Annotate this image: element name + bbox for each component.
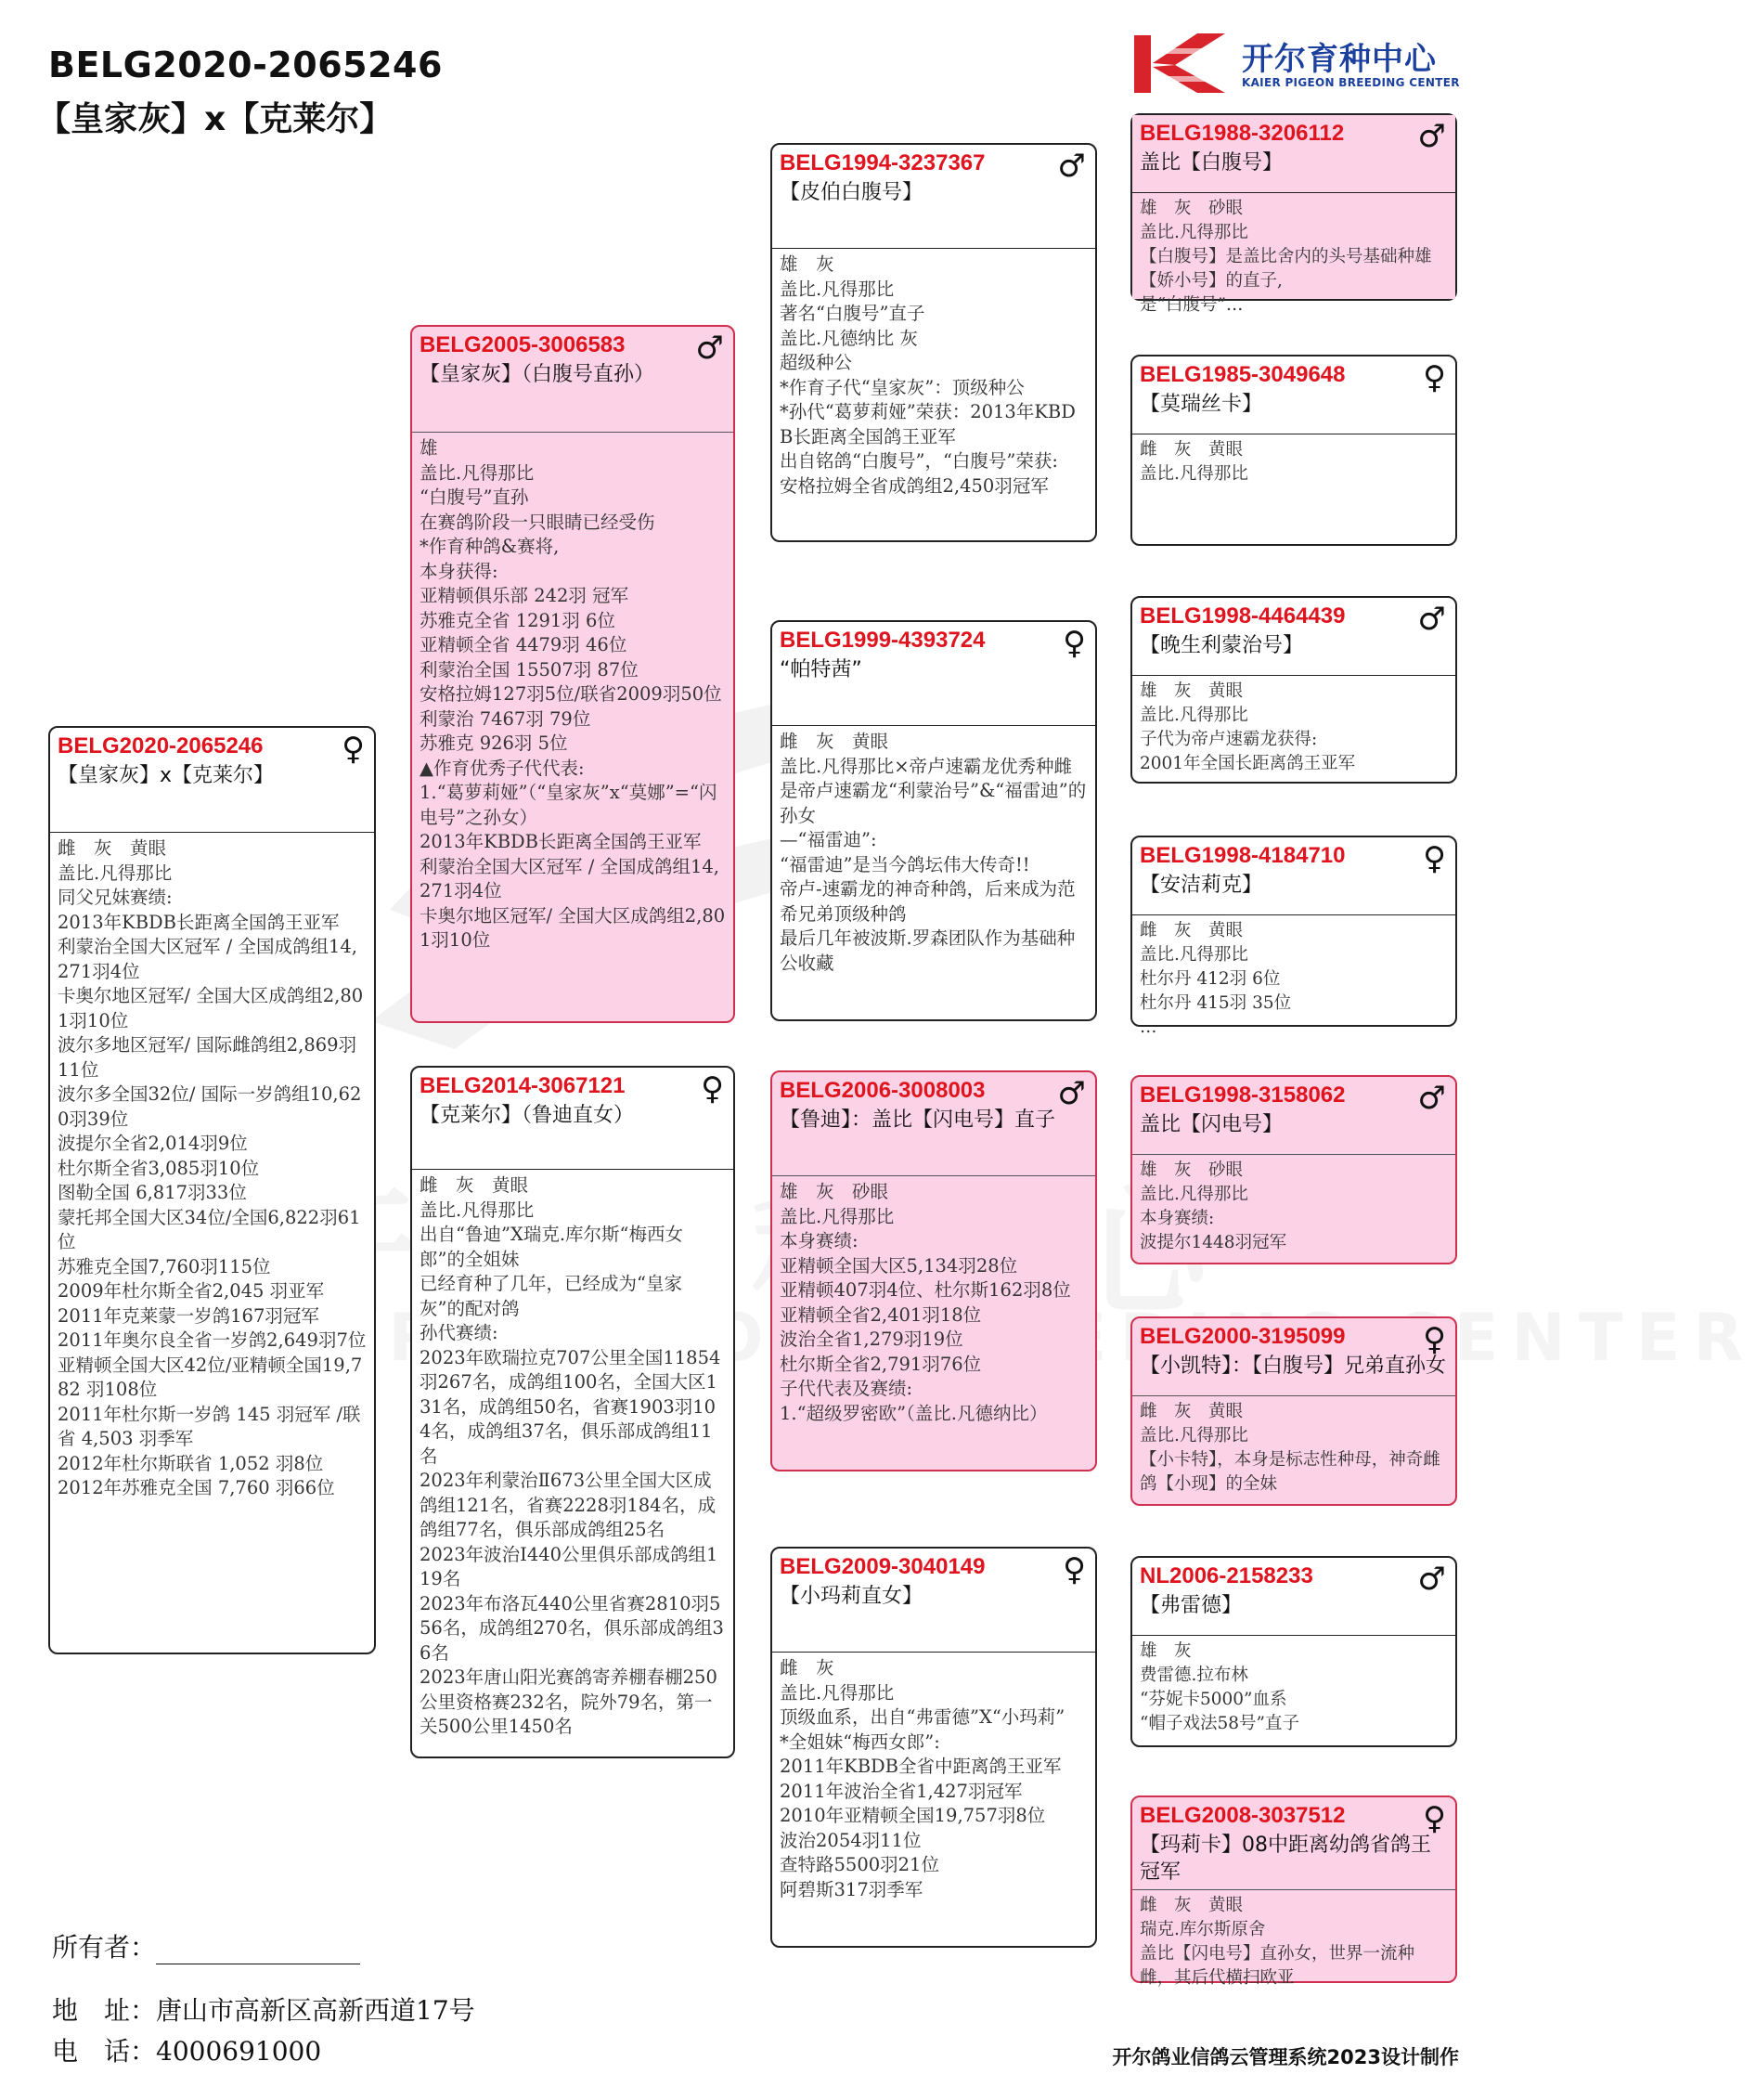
card-header [50, 728, 374, 833]
pigeon-notes: 雄 灰 砂眼 盖比.凡得那比 【白腹号】是盖比舍内的头号基础种雄【娇小号】的直子, 是“白腹号”… [1132, 193, 1455, 299]
pigeon-notes: 雌 灰 黄眼 瑞克.库尔斯原舍 盖比【闪电号】直孙女，世界一流种雌，其后代横扫欧亚 [1140, 1896, 1415, 1988]
ring-number: BELG1998-4464439 [1140, 603, 1346, 629]
ring-number: BELG1994-3237367 [780, 150, 986, 175]
male-icon: ♂ [1057, 1075, 1086, 1112]
card-header [772, 622, 1095, 726]
card-header [1132, 115, 1455, 193]
pedigree-title: 【皇家灰】x【克莱尔】 [37, 100, 394, 138]
pigeon-name: 【小凯特】：【白腹号】兄弟直孙女 [1140, 1354, 1447, 1378]
pigeon-name: 盖比【闪电号】 [1140, 1112, 1284, 1136]
pigeon-name: 【安洁莉克】 [1140, 873, 1263, 897]
pigeon-notes: 雌 灰 黄眼 盖比.凡得那比 [1140, 440, 1248, 484]
pedigree-ring-number: BELG2020-2065246 [48, 45, 443, 85]
ring-number: BELG2006-3008003 [780, 1078, 986, 1103]
ring-number: BELG2020-2065246 [58, 733, 264, 758]
ring-number: BELG1988-3206112 [1140, 121, 1345, 146]
pigeon-name: 【克莱尔】（鲁迪直女） [420, 1103, 635, 1127]
pigeon-name: 【小玛莉直女】 [780, 1584, 923, 1608]
pigeon-notes: 雌 灰 黄眼 盖比.凡得那比 【小卡特】，本身是标志性种母，神奇雌鸽【小现】的全妹 [1140, 1402, 1440, 1494]
card-header [412, 327, 733, 433]
female-icon: ♀ [1423, 1800, 1446, 1837]
male-icon: ♂ [1417, 601, 1446, 638]
male-icon: ♂ [1417, 118, 1446, 155]
card-sire[interactable] [410, 325, 735, 1023]
card-dam-dam-sire[interactable] [1130, 1556, 1457, 1747]
pigeon-name: 【皇家灰】（白腹号直孙） [420, 362, 655, 386]
pigeon-name: 【莫瑞丝卡】 [1140, 392, 1263, 416]
pigeon-name: 【鲁迪】：盖比【闪电号】直子 [780, 1108, 1056, 1132]
pigeon-name: 【皮伯白腹号】 [780, 180, 923, 204]
card-dam-dam-dam[interactable] [1130, 1795, 1457, 1988]
female-icon: ♀ [1063, 625, 1086, 662]
male-icon: ♂ [1417, 1080, 1446, 1117]
female-icon: ♀ [1423, 359, 1446, 396]
card-sire-dam-dam[interactable] [1130, 836, 1457, 1037]
male-icon: ♂ [695, 330, 724, 367]
card-header [772, 1072, 1095, 1176]
ring-number: BELG2014-3067121 [420, 1073, 626, 1098]
address-label: 地 址： [52, 1995, 157, 2026]
address-row [52, 1990, 475, 2028]
ring-number: BELG1999-4393724 [780, 628, 986, 653]
pigeon-notes: 雌 灰 黄眼 盖比.凡得那比 出自“鲁迪”X瑞克.库尔斯“梅西女郎”的全姐妹 已经育种了几年，已经成为“皇家灰”的配对鸽 孙代赛绩: 2023年欧瑞拉克707公里全国11854羽267名，成鸽组100名，全国大区131名，成鸽组50名，省赛1903羽104名，成鸽组37名，俱乐部成鸽组11名 2023年利蒙治Ⅱ673公里全国大区成鸽组121名，省赛2228羽184名，成鸽组77名，俱乐部成鸽组25名 2023年波治Ⅰ440公里俱乐部成鸽组119名 2023年布洛瓦440公里省赛2810羽556名，成鸽组270名，俱乐部成鸽组36名 2023年唐山阳光赛鸽寄养棚春棚250公里资格赛232名，院外79名，第一关500公里1450名 [420, 1174, 724, 1737]
card-dam-sire-sire[interactable] [1130, 1075, 1457, 1264]
pigeon-notes: 雄 灰 盖比.凡得那比 著名“白腹号”直子 盖比.凡德纳比 灰 超级种公 *作育子代“皇家灰”：顶级种公 *孙代“葛萝莉娅”荣获：2013年KBDB长距离全国鸽王亚军 出自铭鸽“白腹号”，“白腹号”荣获: 安格拉姆全省成鸽组2,450羽冠军 [780, 253, 1076, 497]
card-sire-sire-sire[interactable] [1130, 113, 1457, 315]
design-credit: 开尔鸽业信鸽云管理系统2023设计制作 [1112, 2046, 1459, 2068]
pigeon-notes: 雄 灰 砂眼 盖比.凡得那比 本身赛绩: 亚精顿全国大区5,134羽28位 亚精顿407羽4位、杜尔斯162羽8位 亚精顿全省2,401羽18位 波治全省1,279羽19位 杜尔斯全省2,791羽76位 子代代表及赛绩: 1.“超级罗密欧”（盖比.凡德纳比） [780, 1181, 1071, 1424]
ring-number: BELG2008-3037512 [1140, 1803, 1346, 1828]
ring-number: NL2006-2158233 [1140, 1563, 1313, 1588]
pigeon-notes: 雄 盖比.凡得那比 “白腹号”直孙 在赛鸽阶段一只眼睛已经受伤 *作育种鸽&赛将, 本身获得: 亚精顿俱乐部 242羽 冠军 苏雅克全省 1291羽 6位 亚精顿全省 4479羽 46位 利蒙治全国 15507羽 87位 安格拉姆127羽5位/联省2009羽50位 利蒙治 7467羽 79位 苏雅克 926羽 5位 ▲作育优秀子代代表: 1.“葛萝莉娅”（“皇家灰”x“莫娜”=“闪电号”之孙女） 2013年KBDB长距离全国鸽王亚军 利蒙治全国大区冠军 / 全国成鸽组14,271羽4位 卡奥尔地区冠军/ 全国大区成鸽组2,801羽10位 [420, 437, 726, 951]
logo-text-cn: 开尔育种中心 [1242, 41, 1437, 78]
pigeon-name: 【弗雷德】 [1140, 1593, 1243, 1617]
ring-number: BELG2009-3040149 [780, 1554, 986, 1579]
pigeon-name: 【玛莉卡】08中距离幼鸽省鸽王冠军 [1140, 1833, 1431, 1885]
phone-value: 4000691000 [156, 2036, 322, 2067]
female-icon: ♀ [1423, 840, 1446, 877]
card-dam-dam[interactable] [770, 1547, 1097, 1948]
card-header [1132, 1318, 1455, 1396]
card-header [1132, 1797, 1455, 1890]
card-header [1132, 356, 1455, 434]
male-icon: ♂ [1057, 148, 1086, 185]
ring-number: BELG1998-3158062 [1140, 1082, 1346, 1108]
female-icon: ♀ [1063, 1551, 1086, 1588]
owner-blank-field [156, 1936, 360, 1964]
card-sire-sire-dam[interactable] [1130, 355, 1457, 546]
card-header [772, 1549, 1095, 1653]
kaier-logo-icon [1132, 28, 1234, 102]
card-header [1132, 598, 1455, 676]
pigeon-notes: 雌 灰 盖比.凡得那比 顶级血系，出自“弗雷德”X“小玛莉” *全姐妹“梅西女郎”: 2011年KBDB全省中距离鸽王亚军 2011年波治全省1,427羽冠军 2010年亚精顿全国19,757羽8位 波治2054羽11位 查特路5500羽21位 阿碧斯317羽季军 [780, 1657, 1065, 1900]
ring-number: BELG2000-3195099 [1140, 1324, 1346, 1349]
card-sire-dam[interactable] [770, 620, 1097, 1021]
pigeon-notes: 雌 灰 黄眼 盖比.凡得那比 杜尔丹 412羽 6位 杜尔丹 415羽 35位 … [1140, 921, 1292, 1037]
pigeon-name: 【晚生利蒙治号】 [1140, 633, 1304, 657]
pigeon-name: “帕特茜” [780, 657, 862, 681]
pigeon-name: 【皇家灰】x【克莱尔】 [58, 763, 275, 787]
card-dam-sire[interactable] [770, 1070, 1097, 1471]
phone-row [52, 2031, 321, 2068]
address-value: 唐山市高新区高新西道17号 [156, 1995, 475, 2026]
card-header [772, 145, 1095, 249]
card-sire-dam-sire[interactable] [1130, 596, 1457, 784]
pigeon-notes: 雄 灰 砂眼 盖比.凡得那比 本身赛绩: 波提尔1448羽冠军 [1140, 1160, 1287, 1252]
ring-number: BELG1985-3049648 [1140, 362, 1346, 387]
pigeon-notes: 雌 灰 黄眼 盖比.凡得那比×帝卢速霸龙优秀种雌 是帝卢速霸龙“利蒙治号”&“福雷迪”的孙女 —“福雷迪”: “福雷迪”是当今鸽坛伟大传奇!! 帝卢-速霸龙的神奇种鸽，后来成为范希兄弟顶级种鸽 最后几年被波斯.罗森团队作为基础种公收藏 [780, 731, 1087, 974]
pigeon-notes: 雄 灰 费雷德.拉布林 “芬妮卡5000”血系 “帽子戏法58号”直子 [1140, 1641, 1299, 1733]
pigeon-notes: 雄 灰 黄眼 盖比.凡得那比 子代为帝卢速霸龙获得: 2001年全国长距离鸽王亚军 [1140, 681, 1356, 773]
card-header [1132, 837, 1455, 915]
owner-label: 所有者： [52, 1932, 157, 1963]
card-header [412, 1068, 733, 1170]
kaier-logo [1132, 28, 1466, 102]
ring-number: BELG2005-3006583 [420, 332, 626, 357]
card-subject[interactable] [48, 726, 376, 1654]
male-icon: ♂ [1417, 1561, 1446, 1598]
female-icon: ♀ [701, 1070, 724, 1108]
female-icon: ♀ [342, 731, 365, 768]
card-dam-sire-dam[interactable] [1130, 1316, 1457, 1506]
pigeon-name: 盖比【白腹号】 [1140, 150, 1284, 175]
female-icon: ♀ [1423, 1321, 1446, 1358]
ring-number: BELG1998-4184710 [1140, 843, 1346, 868]
owner-row [52, 1927, 360, 1964]
card-header [1132, 1077, 1455, 1155]
card-dam[interactable] [410, 1066, 735, 1758]
card-sire-sire[interactable] [770, 143, 1097, 542]
phone-label: 电 话： [52, 2036, 157, 2067]
card-header [1132, 1558, 1455, 1636]
pigeon-notes: 雌 灰 黄眼 盖比.凡得那比 同父兄妹赛绩: 2013年KBDB长距离全国鸽王亚军 利蒙治全国大区冠军 / 全国成鸽组14,271羽4位 卡奥尔地区冠军/ 全国大区成鸽组2,801羽10位 波尔多地区冠军/ 国际雌鸽组2,869羽11位 波尔多全国32位/ 国际一岁鸽组10,620羽39位 波提尔全省2,014羽9位 杜尔斯全省3,085羽10位 图勒全国 6,817羽33位 蒙托邦全国大区34位/全国6,822羽61位 苏雅克全国7,760羽115位 2009年杜尔斯全省2,045 羽亚军 2011年克莱蒙一岁鸽167羽冠军 2011年奥尔良全省一岁鸽2,649羽7位 亚精顿全国大区42位/亚精顿全国19,782 羽108位 2011年杜尔斯一岁鸽 145 羽冠军 /联省 4,503 羽季军 2012年杜尔斯联省 1,052 羽8位 2012年苏雅克全国 7,760 羽66位 [58, 837, 367, 1498]
logo-text-en: KAIER PIGEON BREEDING CENTER [1242, 76, 1460, 89]
